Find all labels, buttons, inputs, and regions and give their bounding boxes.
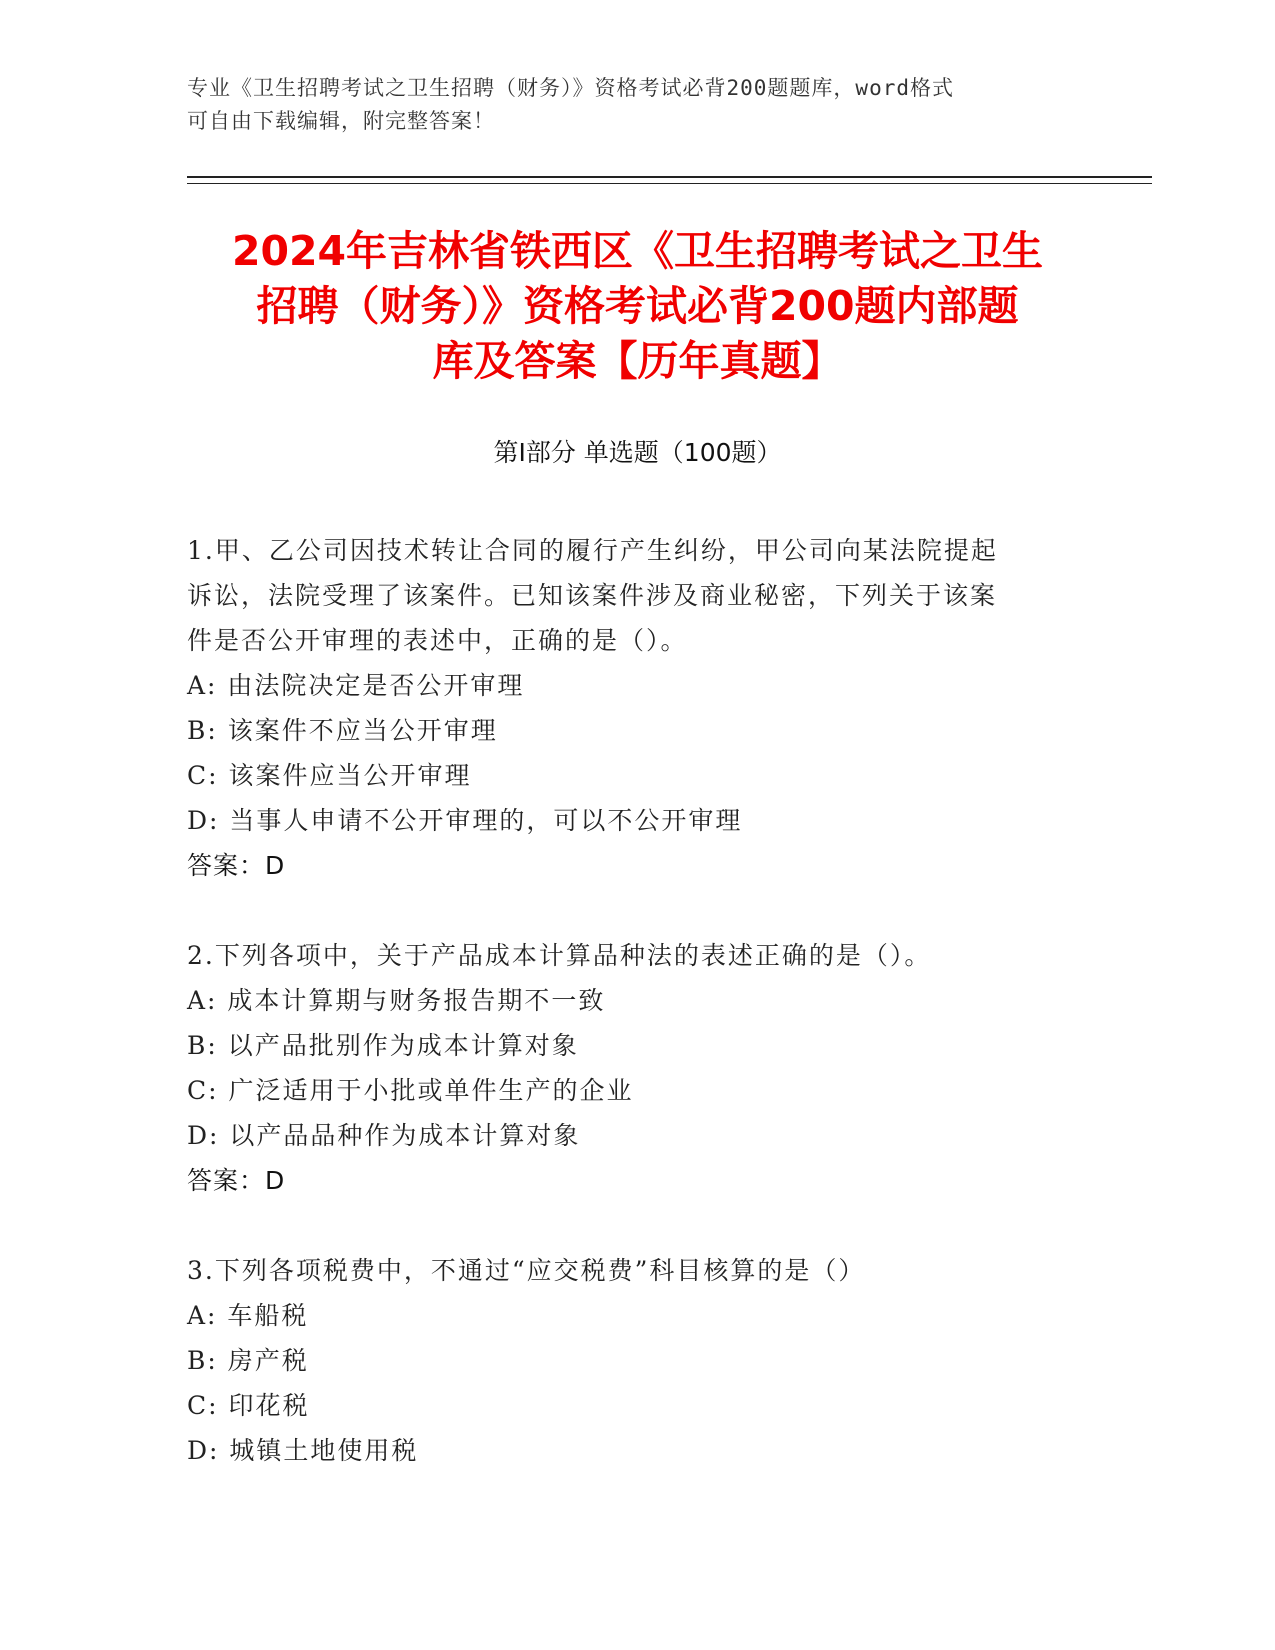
section-heading: 第I部分 单选题（100题）	[493, 438, 782, 467]
option-c: C: 该案件应当公开审理	[187, 761, 472, 790]
option-a: A: 成本计算期与财务报告期不一致	[187, 986, 606, 1015]
title-line: 招聘（财务）》资格考试必背200题内部题	[256, 282, 1019, 330]
option-c: C: 印花税	[187, 1391, 310, 1420]
question-list	[187, 528, 1067, 1518]
option-c: C: 广泛适用于小批或单件生产的企业	[187, 1076, 634, 1105]
document-title	[180, 224, 1095, 389]
question-2	[187, 933, 1067, 1203]
question-1	[187, 528, 1067, 888]
option-a: A: 车船税	[187, 1301, 309, 1330]
question-text: 2.下列各项中，关于产品成本计算品种法的表述正确的是（）。	[187, 941, 932, 970]
option-d: D: 以产品品种作为成本计算对象	[187, 1121, 581, 1150]
question-text: 3.下列各项税费中，不通过“应交税费”科目核算的是（）	[187, 1256, 866, 1285]
answer: 答案：D	[187, 851, 286, 880]
option-a: A: 由法院决定是否公开审理	[187, 671, 525, 700]
question-text: 诉讼，法院受理了该案件。已知该案件涉及商业秘密，下列关于该案	[187, 581, 998, 610]
option-b: B: 该案件不应当公开审理	[187, 716, 498, 745]
header-divider-thin	[187, 183, 1152, 184]
question-3	[187, 1248, 1067, 1473]
title-line: 2024年吉林省铁西区《卫生招聘考试之卫生	[231, 227, 1044, 275]
answer: 答案：D	[187, 1166, 286, 1195]
question-text: 件是否公开审理的表述中，正确的是（）。	[187, 626, 688, 655]
intro-line: 专业《卫生招聘考试之卫生招聘（财务）》资格考试必背200题题库，word格式	[187, 76, 954, 100]
option-d: D: 当事人申请不公开审理的，可以不公开审理	[187, 806, 743, 835]
option-b: B: 房产税	[187, 1346, 309, 1375]
intro-text	[187, 72, 1067, 138]
title-line: 库及答案【历年真题】	[432, 337, 843, 385]
option-b: B: 以产品批别作为成本计算对象	[187, 1031, 579, 1060]
header-divider-thick	[187, 176, 1152, 178]
intro-line: 可自由下载编辑，附完整答案！	[187, 109, 495, 133]
option-d: D: 城镇土地使用税	[187, 1436, 419, 1465]
question-text: 1.甲、乙公司因技术转让合同的履行产生纠纷，甲公司向某法院提起	[187, 536, 998, 565]
